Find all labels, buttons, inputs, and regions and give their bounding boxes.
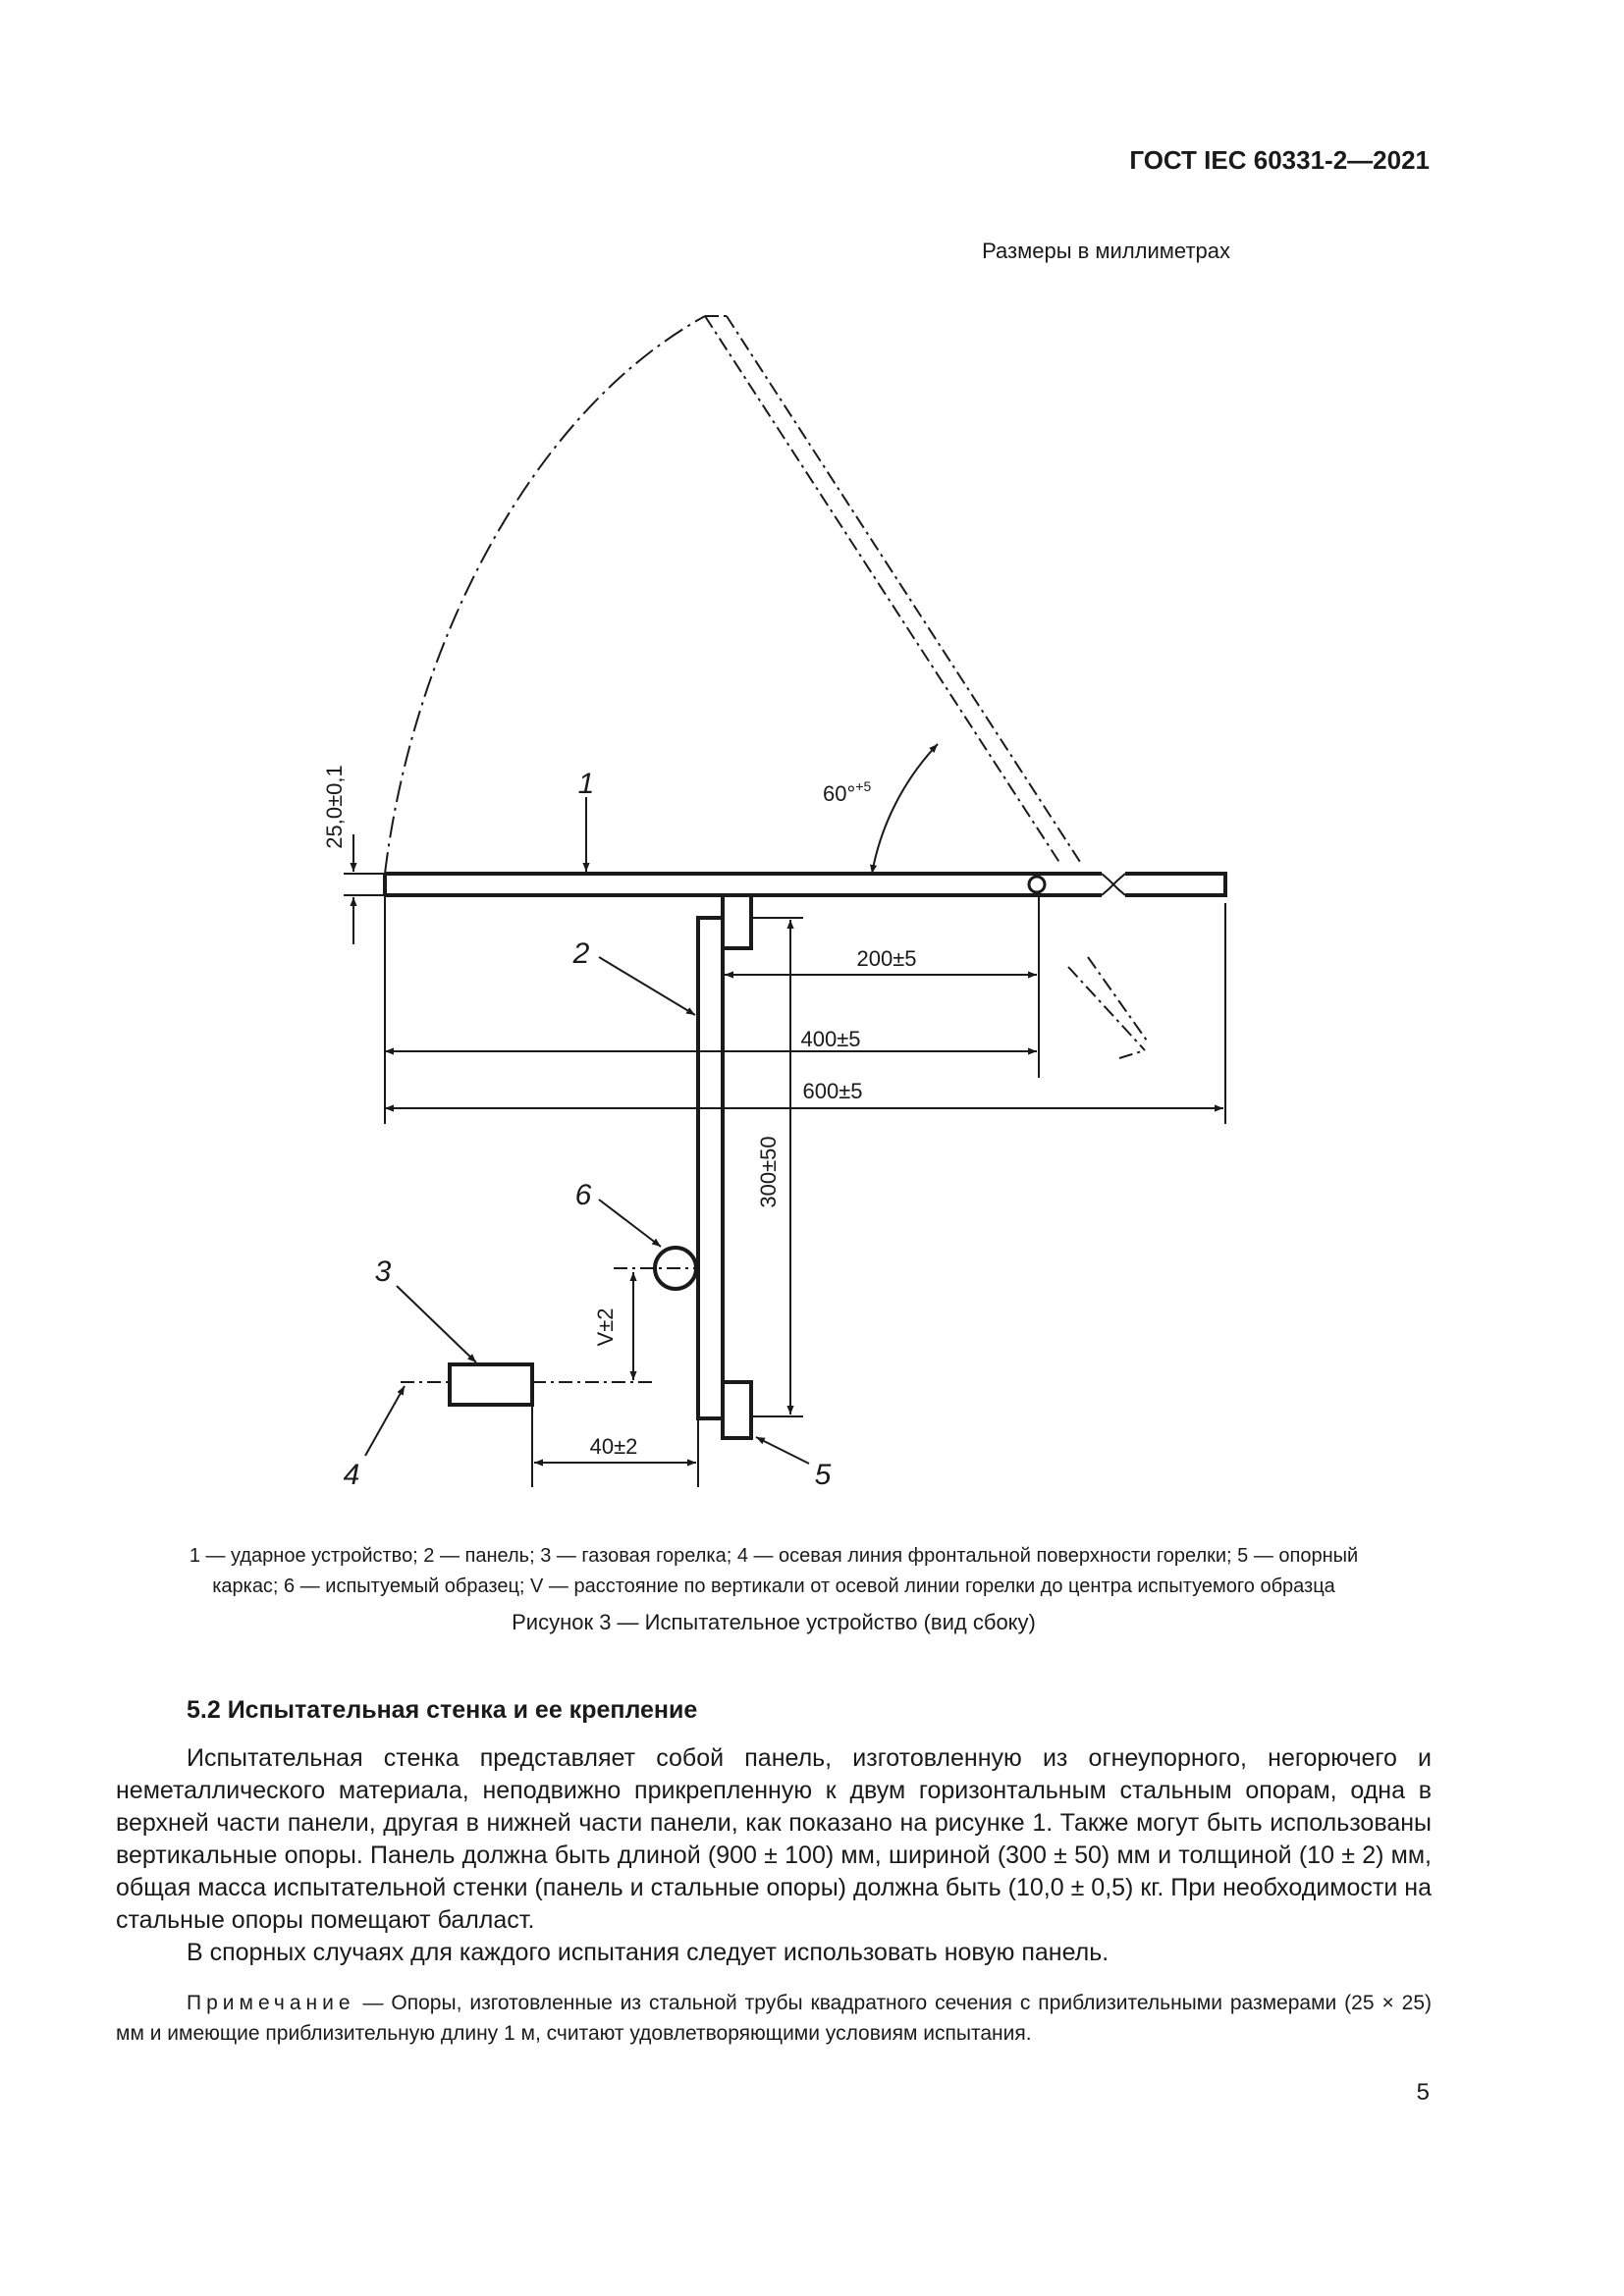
callout-5: 5 [814, 1459, 832, 1491]
section-heading: 5.2 Испытательная стенка и ее крепление [187, 1696, 698, 1724]
callout-2: 2 [572, 937, 590, 970]
angle-value: 60° [823, 781, 856, 806]
section-note [116, 1988, 1432, 2049]
dim-impact-offset: 25,0±0,1 [322, 765, 347, 849]
legend-line-2: каркас; 6 — испытуемый образец; V — расстояние по вертикали от осевой линии горелки до центра испытуемого образца [212, 1575, 1335, 1597]
units-note: Размеры в миллиметрах [982, 239, 1230, 263]
callout-1: 1 [577, 768, 595, 800]
raised-impact-bar [705, 316, 1147, 1058]
section-body [116, 1742, 1432, 1969]
legend-line-1: 1 — ударное устройство; 2 — панель; 3 — газовая горелка; 4 — осевая линия фронтальной поверхности горелки; 5 — опорный [189, 1545, 1359, 1567]
panel [698, 918, 723, 1418]
note-label: Примечание [187, 1992, 355, 2014]
gas-burner [450, 1364, 532, 1405]
impact-device-bar [385, 874, 1225, 895]
paragraph-2: В спорных случаях для каждого испытания следует использовать новую панель. [187, 1939, 1110, 1966]
dim-v: V±2 [593, 1308, 618, 1347]
dim-600: 600±5 [802, 1079, 863, 1103]
page-number: 5 [1416, 2079, 1430, 2106]
pivot-point [1029, 877, 1045, 892]
dim-400: 400±5 [800, 1027, 861, 1051]
note-text: — Опоры, изготовленные из стальной трубы квадратного сечения с приблизительными размерами (25 × 25) мм и имеющие приблизительную длину 1 м, считают удовлетворяющими условиям испытания. [116, 1992, 1432, 2045]
support-bottom [723, 1382, 751, 1438]
support-top [723, 895, 751, 948]
callout-4: 4 [343, 1459, 360, 1491]
dim-200: 200±5 [856, 946, 917, 971]
dim-300: 300±50 [756, 1136, 781, 1208]
bar-break-symbol [1102, 874, 1125, 895]
callout-3: 3 [374, 1255, 392, 1288]
angle-tolerance: +5 [855, 778, 872, 794]
paragraph-1: Испытательная стенка представляет собой панель, изготовленную из огнеупорного, негорючего и неметаллического материала, неподвижно прикрепленную к двум горизонтальным стальным опорам, одна в верхней части панели, другая в нижней части панели, как показано на рисунке 1. Также могут быть использованы вертикальные опоры. Панель должна быть длиной (900 ± 100) мм, шириной (300 ± 50) мм и толщиной (10 ± 2) мм, общая масса испытательной стенки (панель и стальные опоры) должна быть (10,0 ± 0,5) кг. При необходимости на стальные опоры помещают балласт. [116, 1744, 1432, 1934]
dim-angle [823, 778, 871, 806]
dim-40: 40±2 [589, 1434, 638, 1459]
callout-6: 6 [574, 1179, 592, 1211]
figure-caption: Рисунок 3 — Испытательное устройство (вид сбоку) [512, 1610, 1036, 1634]
document-header: ГОСТ IEC 60331-2—2021 [1129, 145, 1430, 175]
swing-arc [385, 316, 705, 874]
figure-legend [116, 1541, 1432, 1602]
